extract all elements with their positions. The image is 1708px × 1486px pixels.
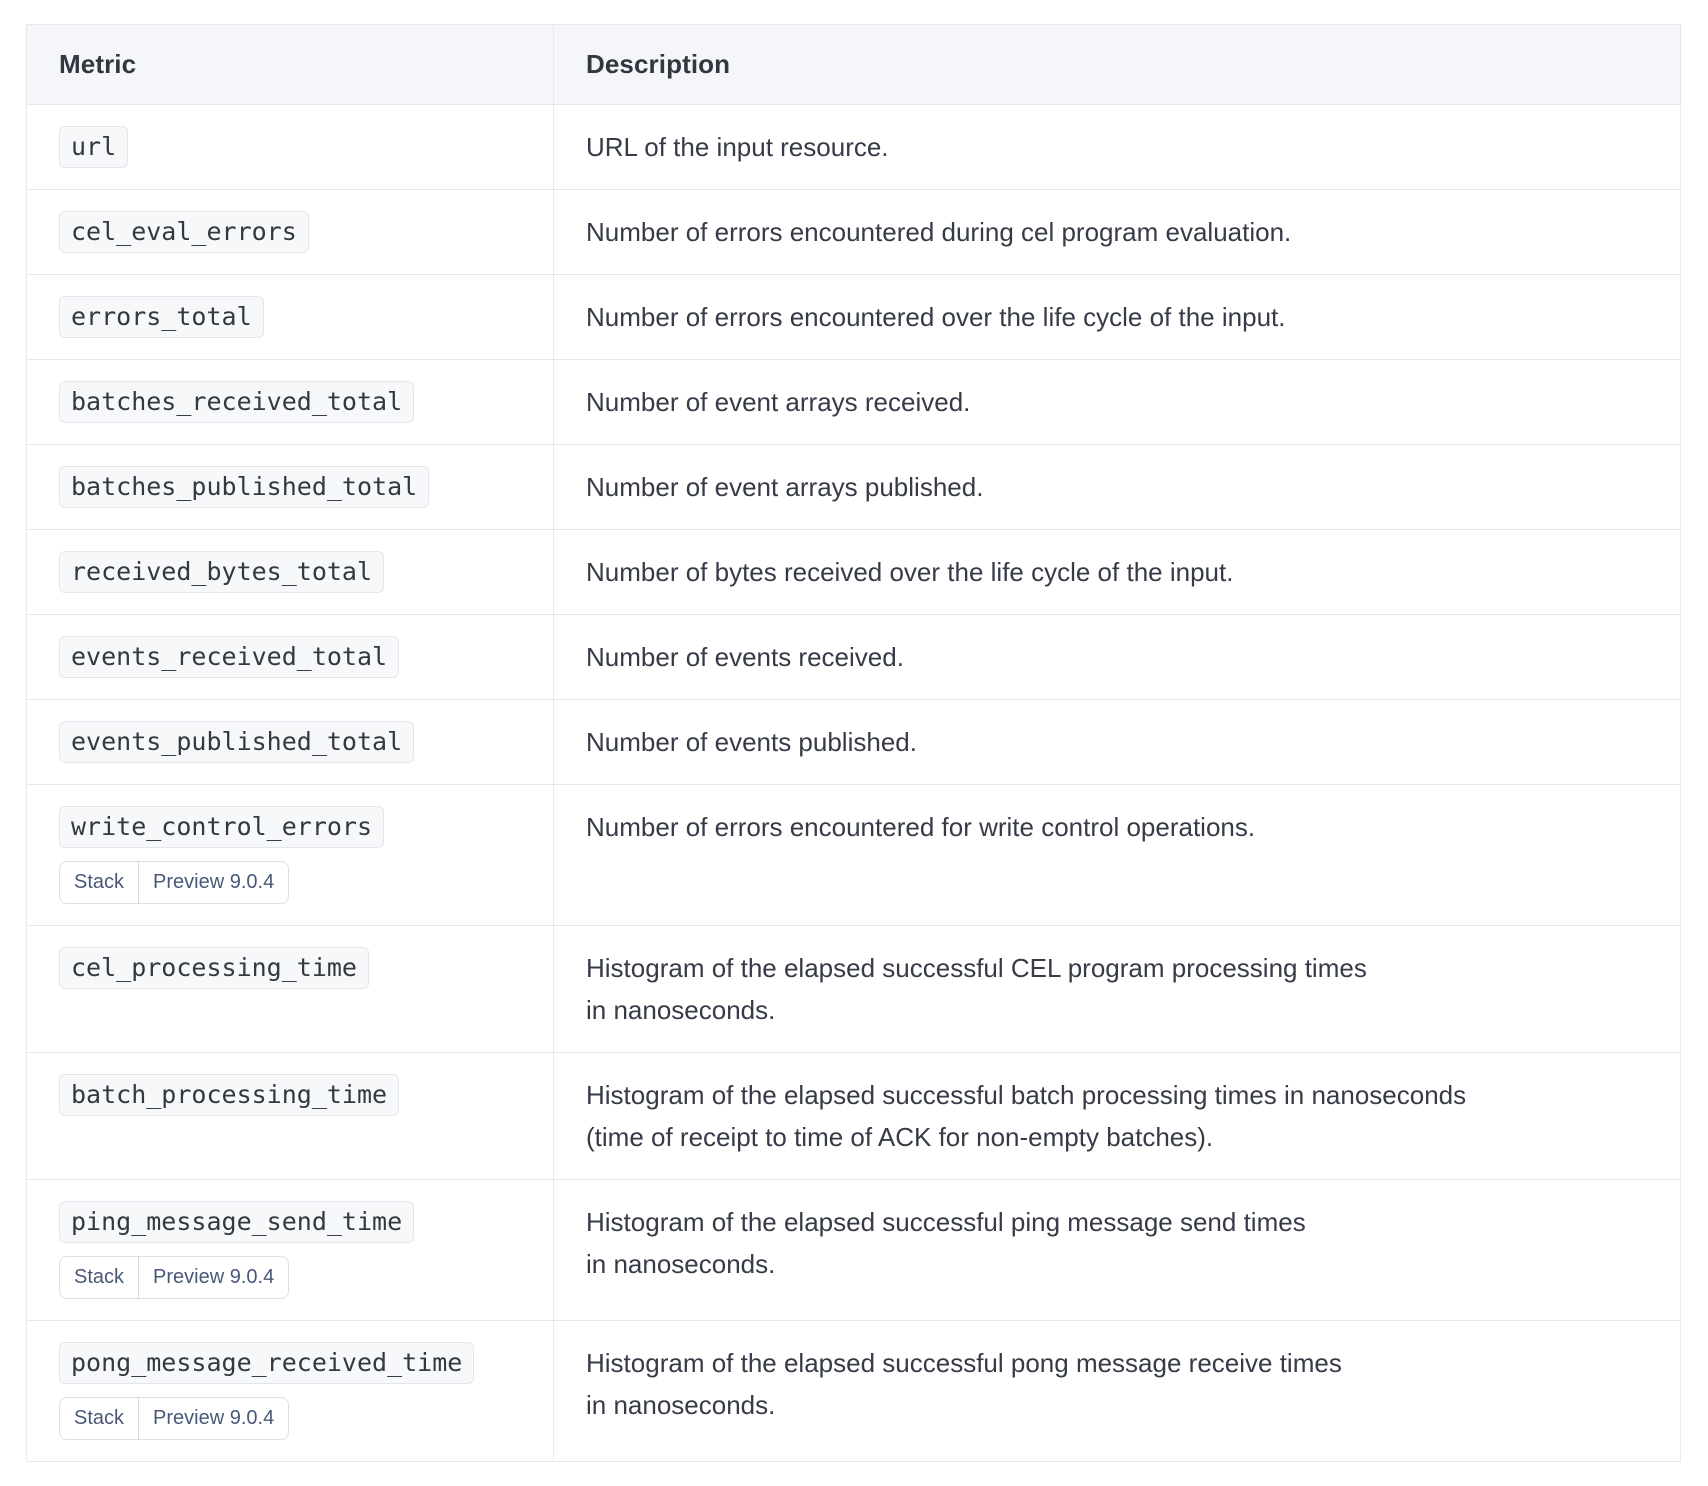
version-badge — [59, 1256, 289, 1299]
metrics-table — [26, 24, 1681, 1462]
description-text: Number of errors encountered during cel program evaluation. — [586, 217, 1292, 247]
description-cell — [554, 530, 1681, 615]
metric-cell — [27, 105, 554, 190]
metric-cell — [27, 275, 554, 360]
table-row — [27, 615, 1681, 700]
description-text: Number of events received. — [586, 642, 904, 672]
table-row — [27, 105, 1681, 190]
table-row — [27, 1180, 1681, 1321]
description-cell — [554, 785, 1681, 926]
metric-chip: events_received_total — [59, 636, 399, 678]
metric-cell — [27, 1053, 554, 1180]
metric-cell — [27, 1321, 554, 1462]
description-cell — [554, 275, 1681, 360]
description-text: Histogram of the elapsed successful pong message receive times in nanoseconds. — [586, 1348, 1342, 1420]
metric-chip: ping_message_send_time — [59, 1201, 414, 1243]
metric-chip: errors_total — [59, 296, 264, 338]
description-text: Number of errors encountered for write control operations. — [586, 812, 1256, 842]
description-cell — [554, 360, 1681, 445]
badge-left: Stack — [74, 1266, 125, 1288]
metric-chip: events_published_total — [59, 721, 414, 763]
metric-chip: cel_eval_errors — [59, 211, 309, 253]
description-cell — [554, 105, 1681, 190]
description-text: Number of event arrays published. — [586, 472, 984, 502]
description-cell — [554, 190, 1681, 275]
metric-cell — [27, 615, 554, 700]
column-header-description: Description — [554, 25, 1681, 105]
badge-left: Stack — [74, 1407, 125, 1429]
description-text: Histogram of the elapsed successful batch processing times in nanoseconds (time of receipt to time of ACK for non-empty batches). — [586, 1080, 1467, 1152]
metric-cell — [27, 785, 554, 926]
description-text: Number of errors encountered over the life cycle of the input. — [586, 302, 1286, 332]
table-row — [27, 1053, 1681, 1180]
description-cell — [554, 615, 1681, 700]
description-text: URL of the input resource. — [586, 132, 889, 162]
metric-cell — [27, 1180, 554, 1321]
table-row — [27, 360, 1681, 445]
metric-cell — [27, 190, 554, 275]
description-cell — [554, 1321, 1681, 1462]
description-text: Number of event arrays received. — [586, 387, 971, 417]
metric-cell — [27, 445, 554, 530]
table-row — [27, 190, 1681, 275]
description-cell — [554, 1053, 1681, 1180]
table-row — [27, 530, 1681, 615]
badge-left: Stack — [74, 871, 125, 893]
metric-chip: pong_message_received_time — [59, 1342, 474, 1384]
description-text: Histogram of the elapsed successful ping message send times in nanoseconds. — [586, 1207, 1306, 1279]
metric-cell — [27, 700, 554, 785]
metric-chip: write_control_errors — [59, 806, 384, 848]
badge-right: Preview 9.0.4 — [138, 1257, 288, 1298]
table-row — [27, 785, 1681, 926]
table-row — [27, 1321, 1681, 1462]
header-row — [27, 25, 1681, 105]
badge-right: Preview 9.0.4 — [138, 1398, 288, 1439]
description-cell — [554, 1180, 1681, 1321]
version-badge — [59, 861, 289, 904]
table-row — [27, 275, 1681, 360]
metric-chip: received_bytes_total — [59, 551, 384, 593]
description-cell — [554, 445, 1681, 530]
metric-chip: batches_received_total — [59, 381, 414, 423]
metric-cell — [27, 926, 554, 1053]
table-header — [27, 25, 1681, 105]
description-text: Histogram of the elapsed successful CEL program processing times in nanoseconds. — [586, 953, 1367, 1025]
metric-chip: url — [59, 126, 128, 168]
version-badge — [59, 1397, 289, 1440]
metric-cell — [27, 360, 554, 445]
metric-chip: batches_published_total — [59, 466, 429, 508]
column-header-metric: Metric — [27, 25, 554, 105]
description-text: Number of events published. — [586, 727, 917, 757]
metric-chip: cel_processing_time — [59, 947, 369, 989]
table-row — [27, 926, 1681, 1053]
table-row — [27, 700, 1681, 785]
description-cell — [554, 926, 1681, 1053]
badge-right: Preview 9.0.4 — [138, 862, 288, 903]
description-cell — [554, 700, 1681, 785]
description-text: Number of bytes received over the life cycle of the input. — [586, 557, 1234, 587]
table-row — [27, 445, 1681, 530]
metric-cell — [27, 530, 554, 615]
metrics-table-body — [27, 105, 1681, 1462]
metric-chip: batch_processing_time — [59, 1074, 399, 1116]
